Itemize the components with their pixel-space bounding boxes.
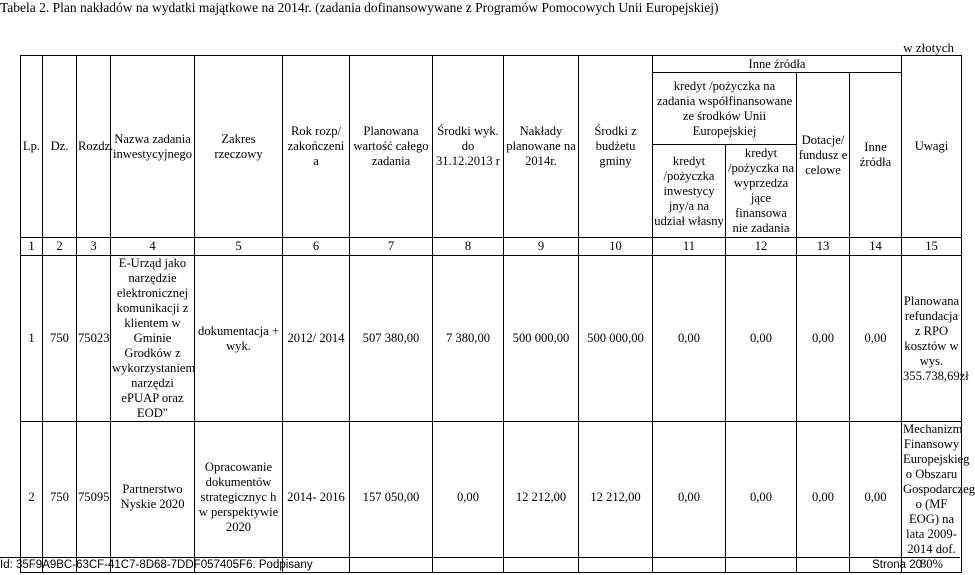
row-kredyt-wyprzedzajace: 0,00 <box>726 422 797 573</box>
column-number: 7 <box>350 238 433 256</box>
header-rok: Rok rozp/ zakończeni a <box>283 56 350 238</box>
row-nazwa: E-Urząd jako narzędzie elektronicznej komunikacji z klientem w Gminie Grodków z wykorzystaniem narzędzi ePUAP oraz EOD" <box>112 256 196 420</box>
row-dotacje: 0,00 <box>797 422 850 573</box>
row-srodki-wyk: 7 380,00 <box>433 256 504 422</box>
column-number: 4 <box>111 238 195 256</box>
header-kredyt-wyprzedzajace: kredyt /pożyczka na wyprzedza jące finansowa nie zadania <box>726 145 797 238</box>
header-zakres: Zakres rzeczowy <box>195 56 283 238</box>
page-number: Strona 20 <box>872 559 922 571</box>
column-number: 12 <box>726 238 797 256</box>
unit-label: w złotych <box>903 40 954 55</box>
header-kredyt-group: kredyt /pożyczka na zadania współfinansowane ze środków Unii Europejskiej <box>653 73 797 145</box>
row-srodki-wyk: 0,00 <box>433 422 504 573</box>
column-number: 9 <box>504 238 579 256</box>
row-rok: 2014- 2016 <box>283 422 350 573</box>
row-dz: 750 <box>43 256 77 422</box>
row-rozdz: 75095 <box>77 422 111 573</box>
signature-id: Id: 35F9A9BC-63CF-41C7-8D68-7DDF057405F6. Podpisany <box>0 559 313 571</box>
header-naklady: Nakłady planowane na 2014r. <box>504 56 579 238</box>
header-lp: Lp. <box>21 56 43 238</box>
row-naklady: 12 212,00 <box>504 422 579 573</box>
header-rozdz: Rozdz. <box>77 56 111 238</box>
investment-plan-table <box>20 55 975 573</box>
column-number-row <box>21 238 962 256</box>
header-dotacje: Dotacje/ fundusz e celowe <box>797 73 850 238</box>
document-title: Tabela 2. Plan nakładów na wydatki majątkowe na 2014r. (zadania dofinansowywane z Programów Pomocowych Unii Europejskiej) <box>0 0 719 15</box>
row-kredyt-wyprzedzajace: 0,00 <box>726 256 797 422</box>
row-inne: 0,00 <box>850 422 902 573</box>
header-wartosc: Planowana wartość całego zadania <box>350 56 433 238</box>
header-budzet: Środki z budżetu gminy <box>579 56 653 238</box>
header-uwagi: Uwagi <box>902 56 962 238</box>
column-number: 2 <box>43 238 77 256</box>
row-dotacje: 0,00 <box>797 256 850 422</box>
row-rok: 2012/ 2014 <box>283 256 350 422</box>
table-row <box>21 422 962 573</box>
header-dz: Dz. <box>43 56 77 238</box>
column-number: 11 <box>653 238 726 256</box>
row-rozdz: 75023 <box>77 256 111 422</box>
header-inne-zrodla: Inne źródła <box>653 56 902 73</box>
row-wartosc: 507 380,00 <box>350 256 433 422</box>
table-row <box>21 256 962 422</box>
row-wartosc: 157 050,00 <box>350 422 433 573</box>
row-budzet: 12 212,00 <box>579 422 653 573</box>
footer-divider <box>0 557 960 558</box>
header-inne: Inne źródła <box>850 73 902 238</box>
row-zakres: dokumentacja + wyk. <box>195 256 283 422</box>
row-uwagi: Planowana refundacja z RPO kosztów w wys. 355.738,69zł <box>902 256 962 422</box>
row-kredyt-wklad: 0,00 <box>653 256 726 422</box>
header-nazwa: Nazwa zadania inwestycyjnego <box>111 56 195 238</box>
column-number: 8 <box>433 238 504 256</box>
column-number: 15 <box>902 238 962 256</box>
row-uwagi: Mechanizm Finansowy Europejskieg o Obszaru Gospodarczeg o (MF EOG) na lata 2009- 2014 dof. 80% <box>903 422 975 571</box>
row-inne: 0,00 <box>850 256 902 422</box>
column-number: 10 <box>579 238 653 256</box>
row-nazwa: Partnerstwo Nyskie 2020 <box>111 422 195 573</box>
row-naklady: 500 000,00 <box>504 256 579 422</box>
column-number: 6 <box>283 238 350 256</box>
column-number: 13 <box>797 238 850 256</box>
column-number: 14 <box>850 238 902 256</box>
header-kredyt-wklad: kredyt /pożyczka inwestycy jny/a na udział własny <box>653 145 726 238</box>
row-lp: 1 <box>21 256 43 422</box>
row-lp: 2 <box>21 422 43 573</box>
column-number: 3 <box>77 238 111 256</box>
column-number: 1 <box>21 238 43 256</box>
row-budzet: 500 000,00 <box>579 256 653 422</box>
column-number: 5 <box>195 238 283 256</box>
row-dz: 750 <box>43 422 77 573</box>
row-zakres: Opracowanie dokumentów strategicznyc h w perspektywie 2020 <box>195 422 283 573</box>
header-srodki-wyk: Środki wyk. do 31.12.2013 r <box>433 56 504 238</box>
row-kredyt-wklad: 0,00 <box>653 422 726 573</box>
